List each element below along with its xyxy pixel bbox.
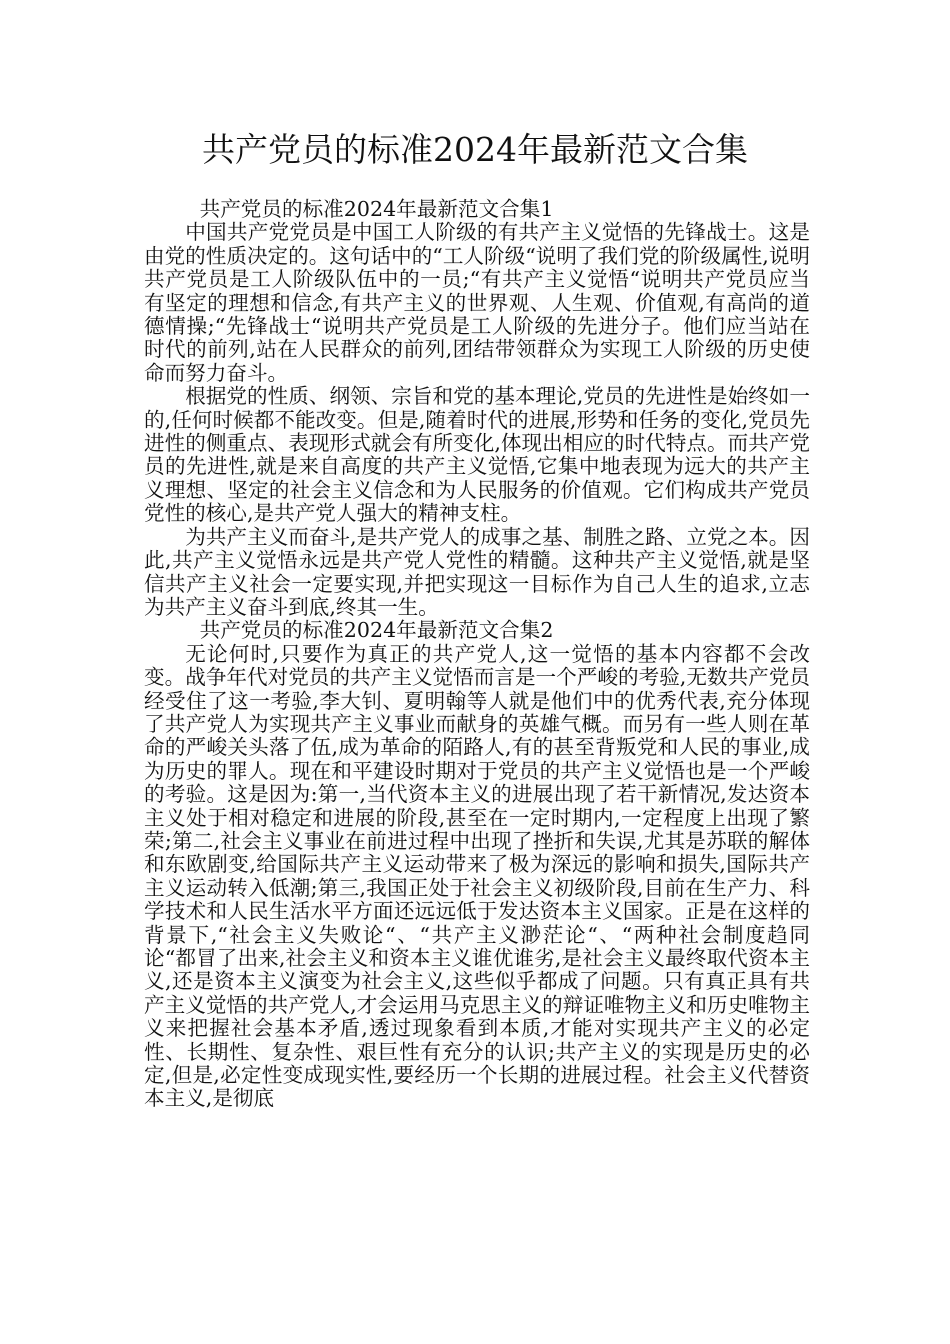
section-2-paragraph-1: 无论何时,只要作为真正的共产党人,这一觉悟的基本内容都不会改变。战争年代对党员的共产主义觉悟而言是一个严峻的考验,无数共产党员经受住了这一考验,李大钊、夏明翰等人就是他们中的优秀代表,充分体现了共产党人为实现共产主义事业而献身的英雄气概。而另有一些人则在革命的严峻关头落了伍,成为革命的陌路人,有的甚至背叛党和人民的事业,成为历史的罪人。现在和平建设时期对于党员的共产主义觉悟也是一个严峻的考验。这是因为:第一,当代资本主义的进展出现了若干新情况,发达资本主义处于相对稳定和进展的阶段,甚至在一定时期内,一定程度上出现了繁荣;第二,社会主义事业在前进过程中出现了挫折和失误,尤其是苏联的解体和东欧剧变,给国际共产主义运动带来了极为深远的影响和损失,国际共产主义运动转入低潮;第三,我国正处于社会主义初级阶段,目前在生产力、科学技术和人民生活水平方面还远远低于发达资本主义国家。正是在这样的背景下,“社会主义失败论“、“共产主义渺茫论“、“两种社会制度趋同论“都冒了出来,社会主义和资本主义谁优谁劣,是社会主义最终取代资本主义,还是资本主义演变为社会主义,这些似乎都成了问题。只有真正具有共产主义觉悟的共产党人,才会运用马克思主义的辩证唯物主义和历史唯物主义来把握社会基本矛盾,透过现象看到本质,才能对实现共产主义的必定性、长期性、复杂性、艰巨性有充分的认识;共产主义的实现是历史的必定,但是,必定性变成现实性,要经历一个长期的进展过程。社会主义代替资本主义,是彻底 (144, 641, 810, 1111)
section-heading-2: 共产党员的标准2024年最新范文合集2 (199, 618, 554, 643)
section-1-paragraph-3: 为共产主义而奋斗,是共产党人的成事之基、制胜之路、立党之本。因此,共产主义觉悟永远是共产党人党性的精髓。这种共产主义觉悟,就是坚信共产主义社会一定要实现,并把实现这一目标作为自己人生的追求,立志为共产主义奋斗到底,终其一生。 (144, 524, 810, 619)
document-title: 共产党员的标准2024年最新范文合集 (202, 130, 748, 169)
section-heading-1: 共产党员的标准2024年最新范文合集1 (199, 197, 554, 221)
document-body (144, 198, 810, 1111)
section-1-paragraph-2: 根据党的性质、纲领、宗旨和党的基本理论,党员的先进性是始终如一的,任何时候都不能改变。但是,随着时代的进展,形势和任务的变化,党员先进性的侧重点、表现形式就会有所变化,体现出相应的时代特点。而共产党员的先进性,就是来自高度的共产主义觉悟,它集中地表现为远大的共产主义理想、坚定的社会主义信念和为人民服务的价值观。它们构成共产党员党性的核心,是共产党人强大的精神支柱。 (144, 384, 810, 526)
section-1-paragraph-1: 中国共产党党员是中国工人阶级的有共产主义觉悟的先锋战士。这是由党的性质决定的。这句话中的“工人阶级“说明了我们党的阶级属性,说明共产党员是工人阶级队伍中的一员;“有共产主义觉悟“说明共产党员应当有坚定的理想和信念,有共产主义的世界观、人生观、价值观,有高尚的道德情操;“先锋战士“说明共产党员是工人阶级的先进分子。他们应当站在时代的前列,站在人民群众的前列,团结带领群众为实现工人阶级的历史使命而努力奋斗。 (144, 220, 811, 385)
